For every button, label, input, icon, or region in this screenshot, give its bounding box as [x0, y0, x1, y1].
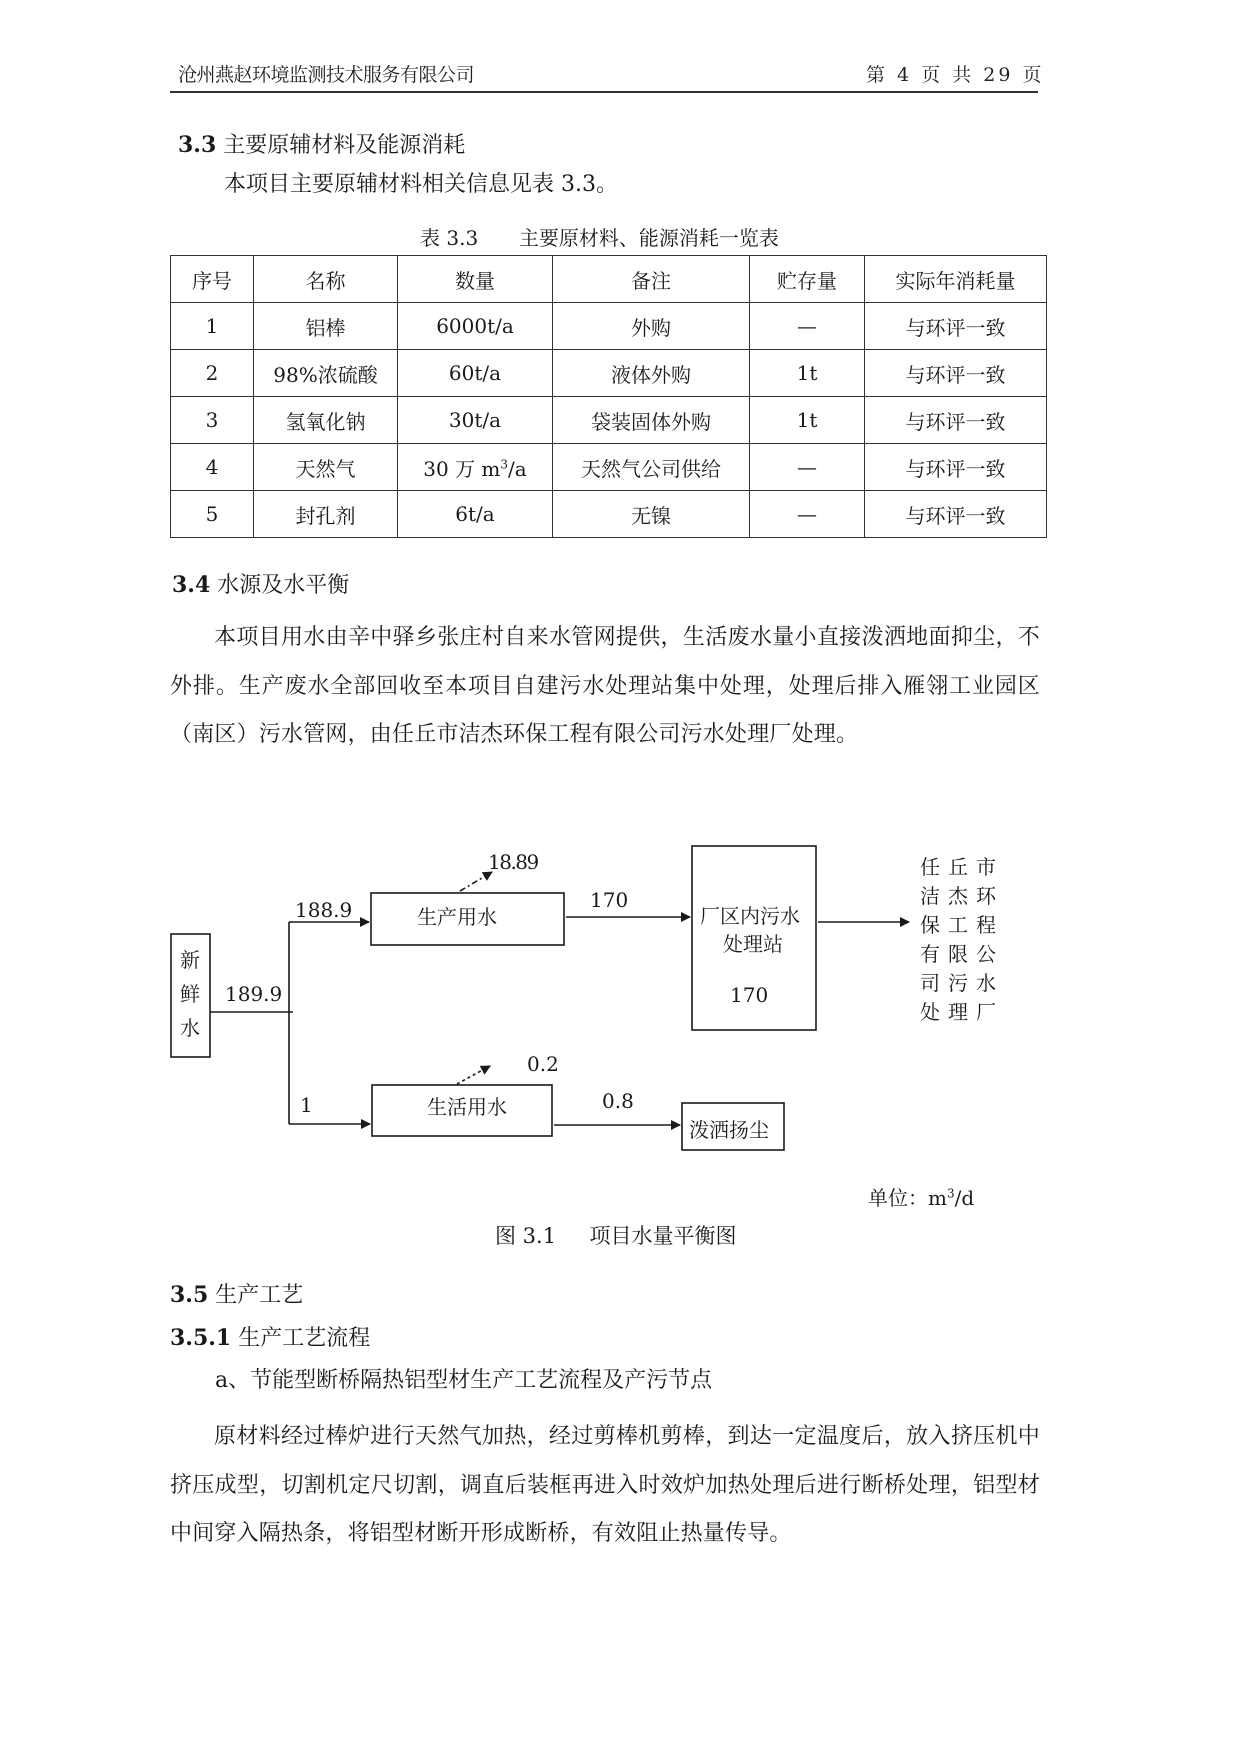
figure-number: 图 3.1 — [495, 1224, 557, 1248]
section-title: 生产工艺 — [215, 1283, 304, 1308]
table-row — [171, 397, 1047, 444]
fresh-water-flow: 189.9 — [225, 982, 283, 1006]
section-3-5-paragraph: 原材料经过棒炉进行天然气加热，经过剪棒机剪棒，到达一定温度后，放入挤压机中挤压成型，切割机定尺切割，调直后装框再进入时效炉加热处理后进行断桥处理，铝型材中间穿入隔热条，将铝型材断开形成断桥，有效阻止热量传导。 — [170, 1424, 1040, 1546]
section-3-3-heading — [178, 128, 465, 159]
header-page-info: 第 4 页 共 29 页 — [866, 64, 1045, 86]
fresh-water-char: 鲜 — [180, 982, 200, 1006]
table-header-cell: 贮存量 — [750, 256, 865, 303]
cell-note: 天然气公司供给 — [553, 444, 750, 491]
section-number: 3.5 — [170, 1282, 209, 1308]
cell-name: 氢氧化钠 — [254, 397, 398, 444]
cell-qty: 6000t/a — [398, 303, 553, 350]
cell-qty: 6t/a — [398, 491, 553, 538]
unit-label — [868, 1182, 974, 1211]
table-header-row — [171, 256, 1047, 303]
cell-no: 4 — [171, 444, 254, 491]
figure-caption — [495, 1220, 736, 1250]
cell-actual: 与环评一致 — [865, 444, 1047, 491]
cell-name: 98%浓硫酸 — [254, 350, 398, 397]
section-3-3-intro: 本项目主要原辅材料相关信息见表 3.3。 — [224, 172, 618, 197]
section-number: 3.4 — [172, 572, 211, 598]
cell-name: 封孔剂 — [254, 491, 398, 538]
unit-text: 单位：m — [868, 1186, 947, 1210]
section-3-4-paragraph: 本项目用水由辛中驿乡张庄村自来水管网提供，生活废水量小直接泼洒地面抑尘，不外排。生产废水全部回收至本项目自建污水处理站集中处理，处理后排入雁翎工业园区（南区）污水管网，由任丘市洁杰环保工程有限公司污水处理厂处理。 — [170, 625, 1040, 747]
header-company: 沧州燕赵环境监测技术服务有限公司 — [178, 64, 475, 86]
cell-actual: 与环评一致 — [865, 303, 1047, 350]
production-box-label: 生产用水 — [417, 905, 497, 929]
cell-storage: — — [750, 444, 865, 491]
item-a: a、节能型断桥隔热铝型材生产工艺流程及产污节点 — [215, 1368, 713, 1393]
fresh-water-char: 水 — [180, 1016, 200, 1040]
cell-storage: — — [750, 491, 865, 538]
cell-storage: 1t — [750, 397, 865, 444]
production-loss-arrow — [460, 872, 492, 891]
cell-no: 3 — [171, 397, 254, 444]
materials-table — [170, 255, 1047, 538]
table-header-cell: 备注 — [553, 256, 750, 303]
section-number: 3.3 — [178, 132, 217, 158]
domestic-loss-value: 0.2 — [527, 1052, 559, 1076]
production-loss-value: 18.89 — [488, 850, 538, 874]
unit-superscript: 3 — [946, 1186, 955, 1201]
section-title: 水源及水平衡 — [217, 573, 350, 598]
cell-note: 液体外购 — [553, 350, 750, 397]
production-outflow-value: 170 — [590, 888, 629, 912]
table-header-cell: 实际年消耗量 — [865, 256, 1047, 303]
table-caption-title: 主要原材料、能源消耗一览表 — [518, 226, 779, 250]
subsection-number: 3.5.1 — [170, 1325, 232, 1351]
cell-actual: 与环评一致 — [865, 397, 1047, 444]
cell-storage: 1t — [750, 350, 865, 397]
subsection-title: 生产工艺流程 — [238, 1326, 371, 1351]
cell-storage: — — [750, 303, 865, 350]
unit-tail: /d — [954, 1186, 975, 1210]
cell-no: 1 — [171, 303, 254, 350]
figure-title: 项目水量平衡图 — [589, 1224, 737, 1248]
table-row — [171, 491, 1047, 538]
production-inflow-value: 188.9 — [295, 898, 353, 922]
domestic-loss-arrow — [457, 1066, 490, 1084]
cell-actual: 与环评一致 — [865, 350, 1047, 397]
cell-no: 2 — [171, 350, 254, 397]
cell-actual: 与环评一致 — [865, 491, 1047, 538]
cell-no: 5 — [171, 491, 254, 538]
header-rule — [170, 91, 1038, 93]
table-header-cell: 名称 — [254, 256, 398, 303]
treatment-box-line1: 厂区内污水 — [700, 904, 800, 928]
table-row — [171, 303, 1047, 350]
table-header-cell: 序号 — [171, 256, 254, 303]
table-caption-number: 表 3.3 — [420, 226, 479, 250]
dust-box-label: 泼洒扬尘 — [689, 1118, 769, 1142]
qty-superscript: 3 — [500, 456, 509, 471]
treatment-box-line2: 处理站 — [723, 932, 783, 956]
domestic-inflow-value: 1 — [300, 1093, 313, 1117]
destination-label: 任丘市洁杰环保工程有限公司污水处理厂 — [920, 855, 1004, 1024]
cell-note: 袋装固体外购 — [553, 397, 750, 444]
cell-qty — [398, 444, 553, 491]
table-header-cell: 数量 — [398, 256, 553, 303]
cell-note: 无镍 — [553, 491, 750, 538]
table-row — [171, 444, 1047, 491]
cell-name: 天然气 — [254, 444, 398, 491]
domestic-outflow-value: 0.8 — [602, 1089, 634, 1113]
treatment-value: 170 — [730, 983, 769, 1007]
qty-tail: /a — [508, 456, 527, 481]
qty-main: 30 万 m — [423, 456, 501, 481]
cell-note: 外购 — [553, 303, 750, 350]
section-title: 主要原辅材料及能源消耗 — [223, 133, 466, 158]
section-3-4-heading — [172, 568, 349, 599]
table-caption — [420, 222, 779, 251]
cell-qty: 30t/a — [398, 397, 553, 444]
domestic-box-label: 生活用水 — [427, 1095, 507, 1119]
cell-qty: 60t/a — [398, 350, 553, 397]
fresh-water-char: 新 — [180, 948, 200, 972]
section-3-5-1-heading — [170, 1321, 370, 1352]
section-3-5-heading — [170, 1278, 303, 1309]
cell-name: 铝棒 — [254, 303, 398, 350]
table-row — [171, 350, 1047, 397]
